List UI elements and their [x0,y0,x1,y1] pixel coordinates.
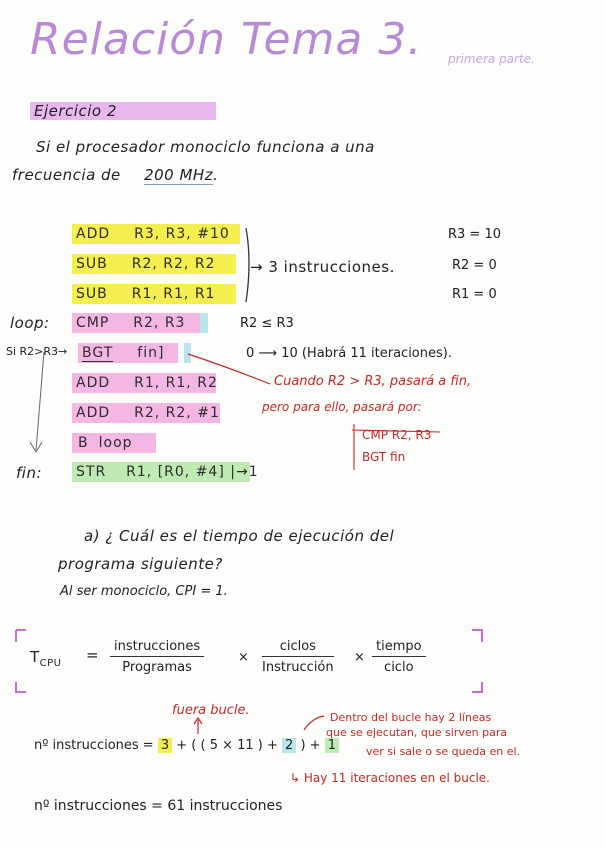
code-args: R2, R2, R2 [131,256,216,272]
page-title: Relación Tema 3. [30,14,423,65]
iterations-range-note: 0 ⟶ 10 (Habrá 11 iteraciones). [246,346,452,361]
loop-label: loop: [10,314,50,332]
reg-value-r3: R3 = 10 [448,227,502,242]
fraction-3-den: ciclo [384,660,414,675]
intro-line-1: Si el procesador monociclo funciona a una [36,138,375,156]
count-close: ) + [300,738,321,753]
dentro-note-1: Dentro del bucle hay 2 líneas [330,711,492,724]
dentro-note-2: que se ejecutan, que sirven para [326,726,508,739]
box-lines [352,424,440,470]
code-args: R2, R3 [133,315,186,331]
fin-label: fin: [16,464,43,482]
code-instr: ADD [76,226,111,242]
three-instructions-note: → 3 instrucciones. [250,258,395,276]
code-instr: BGT [82,345,114,361]
fraction-1-den: Programas [122,660,192,675]
box-line-1: CMP R2, R3 [362,428,432,442]
count-prefix: nº instrucciones = [34,738,154,753]
formula-sub: CPU [39,658,62,669]
intro-text: frecuencia de [12,166,121,184]
formula-equals: = [86,646,100,664]
intro-period: . [213,166,219,184]
exercise-label: Ejercicio 2 [30,102,216,120]
hay-note: ↳ Hay 11 iteraciones en el bucle. [290,771,490,785]
corner-tr [472,630,482,642]
cpi-note: Al ser monociclo, CPI = 1. [60,584,228,599]
code-instr: CMP [76,315,110,331]
code-args: R1, R1, R1 [131,286,216,302]
box-line-2: BGT fin [362,450,406,464]
frequency-value: 200 MHz [144,166,214,184]
code-row-5: BGT fin] [82,345,165,361]
formula-t: T [30,648,40,666]
code-args: R1, R1, R2 [134,375,218,391]
question-line-1: a) ¿ Cuál es el tiempo de ejecución del [84,527,395,545]
dentro-note-3: ver si sale o se queda en el. [366,745,521,758]
count-inside: 2 [282,738,296,753]
code-args: R3, R3, #10 [134,226,230,242]
reg-value-r1: R1 = 0 [452,287,497,302]
fraction-3-num: tiempo [372,639,426,657]
fuera-arrow [194,718,202,734]
code-args: fin [137,345,158,361]
code-instr: ADD [76,405,111,421]
code-instr: ADD [76,375,111,391]
fraction-2-den: Instrucción [262,660,334,675]
fraction-1-num: instrucciones [110,639,204,657]
times-1: × [238,650,249,665]
corner-bl [16,682,26,692]
reg-value-r2: R2 = 0 [452,258,497,273]
branch-label: Si R2>R3→ [6,345,68,358]
branch-arrow [36,352,44,450]
condition-note: R2 ≤ R3 [240,316,294,331]
times-2: × [354,650,365,665]
code-args: R2, R2, #1 [134,405,220,421]
code-instr: SUB [76,256,108,272]
result-line: nº instrucciones = 61 instrucciones [34,798,283,814]
when-note-1: Cuando R2 > R3, pasará a fin, [274,374,472,389]
code-args: loop [98,435,133,451]
hay-text: Hay 11 iteraciones en el bucle. [303,771,490,785]
code-instr: B [78,435,89,451]
count-outside: 3 [158,738,172,753]
bracket-line [246,228,249,302]
when-note-2: pero para ello, pasará por: [262,400,422,414]
fin-arrow [188,354,270,384]
count-middle: + ( ( 5 × 11 ) + [176,738,278,753]
corner-tl [16,630,26,642]
code-instr: SUB [76,286,108,302]
page-subtitle: primera parte. [448,52,535,66]
code-instr: STR [76,464,107,480]
fraction-2-num: ciclos [262,639,334,657]
corner-br [472,682,482,692]
count-final: 1 [325,738,339,753]
dentro-arrow [304,716,324,730]
code-args: R1, [R0, #4] |→1 [126,464,259,480]
question-line-2: programa siguiente? [58,555,223,573]
fuera-text: fuera bucle. [172,703,250,718]
